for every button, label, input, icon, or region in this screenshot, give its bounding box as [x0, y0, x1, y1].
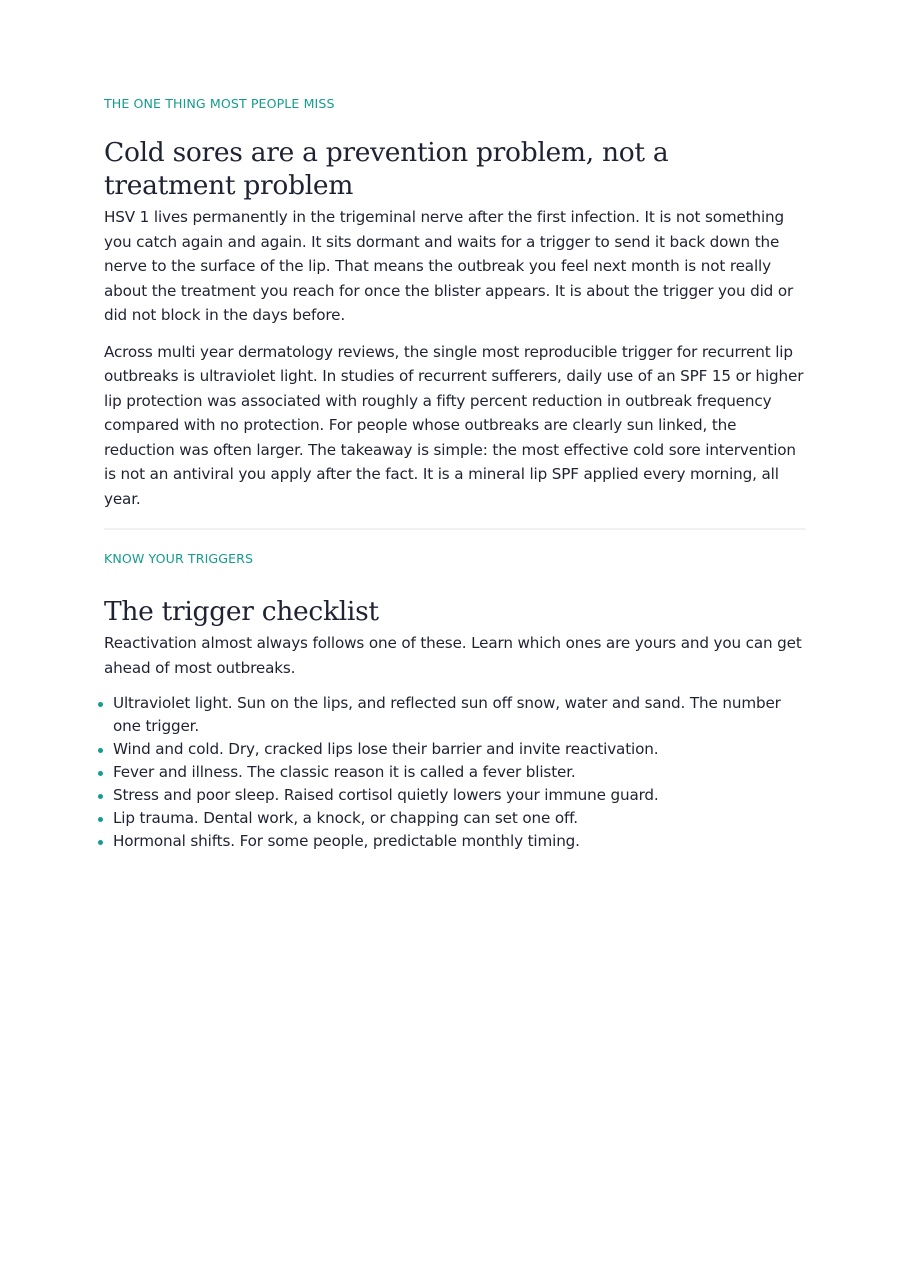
bullet-dot-icon [98, 794, 103, 799]
section-eyebrow: THE ONE THING MOST PEOPLE MISS [104, 96, 335, 111]
section-eyebrow: KNOW YOUR TRIGGERS [104, 551, 254, 566]
list-item-text: Lip trauma. Dental work, a knock, or chapping can set one off. [113, 809, 578, 827]
list-item-text: Wind and cold. Dry, cracked lips lose their barrier and invite reactivation. [113, 740, 659, 758]
bullet-dot-icon [98, 702, 103, 707]
intro-paragraph: Reactivation almost always follows one of these. Learn which ones are yours and you can get ahead of most outbreaks. [104, 634, 802, 677]
bullet-dot-icon [98, 840, 103, 845]
bullet-dot-icon [98, 771, 103, 776]
section-heading: The trigger checklist [104, 596, 379, 627]
list-item [104, 738, 806, 761]
bullet-dot-icon [98, 748, 103, 753]
article-page [104, 0, 806, 853]
list-item [104, 784, 806, 807]
list-item-text: Stress and poor sleep. Raised cortisol quietly lowers your immune guard. [113, 786, 659, 804]
prevention-section [104, 96, 806, 511]
list-item [104, 692, 806, 738]
list-item [104, 761, 806, 784]
list-item-text: Ultraviolet light. Sun on the lips, and reflected sun off snow, water and sand. The number one trigger. [113, 694, 781, 735]
list-item-text: Hormonal shifts. For some people, predictable monthly timing. [113, 832, 580, 850]
section-heading: Cold sores are a prevention problem, not a treatment problem [104, 137, 669, 201]
list-item [104, 807, 806, 830]
bullet-dot-icon [98, 817, 103, 822]
list-item [104, 830, 806, 853]
body-paragraph: Across multi year dermatology reviews, the single most reproducible trigger for recurrent lip outbreaks is ultraviolet light. In studies of recurrent sufferers, daily use of an SPF 15 or higher lip protection was associated with roughly a fifty percent reduction in outbreak frequency compared with no protection. For people whose outbreaks are clearly sun linked, the reduction was often larger. The takeaway is simple: the most effective cold sore intervention is not an antiviral you apply after the fact. It is a mineral lip SPF applied every morning, all year. [104, 342, 804, 508]
trigger-list [104, 692, 806, 853]
list-item-text: Fever and illness. The classic reason it is called a fever blister. [113, 763, 576, 781]
triggers-section [104, 530, 806, 853]
body-paragraph: HSV 1 lives permanently in the trigeminal nerve after the first infection. It is not something you catch again and again. It sits dormant and waits for a trigger to send it back down the nerve to the surface of the lip. That means the outbreak you feel next month is not really about the treatment you reach for once the blister appears. It is about the trigger you did or did not block in the days before. [104, 208, 794, 324]
